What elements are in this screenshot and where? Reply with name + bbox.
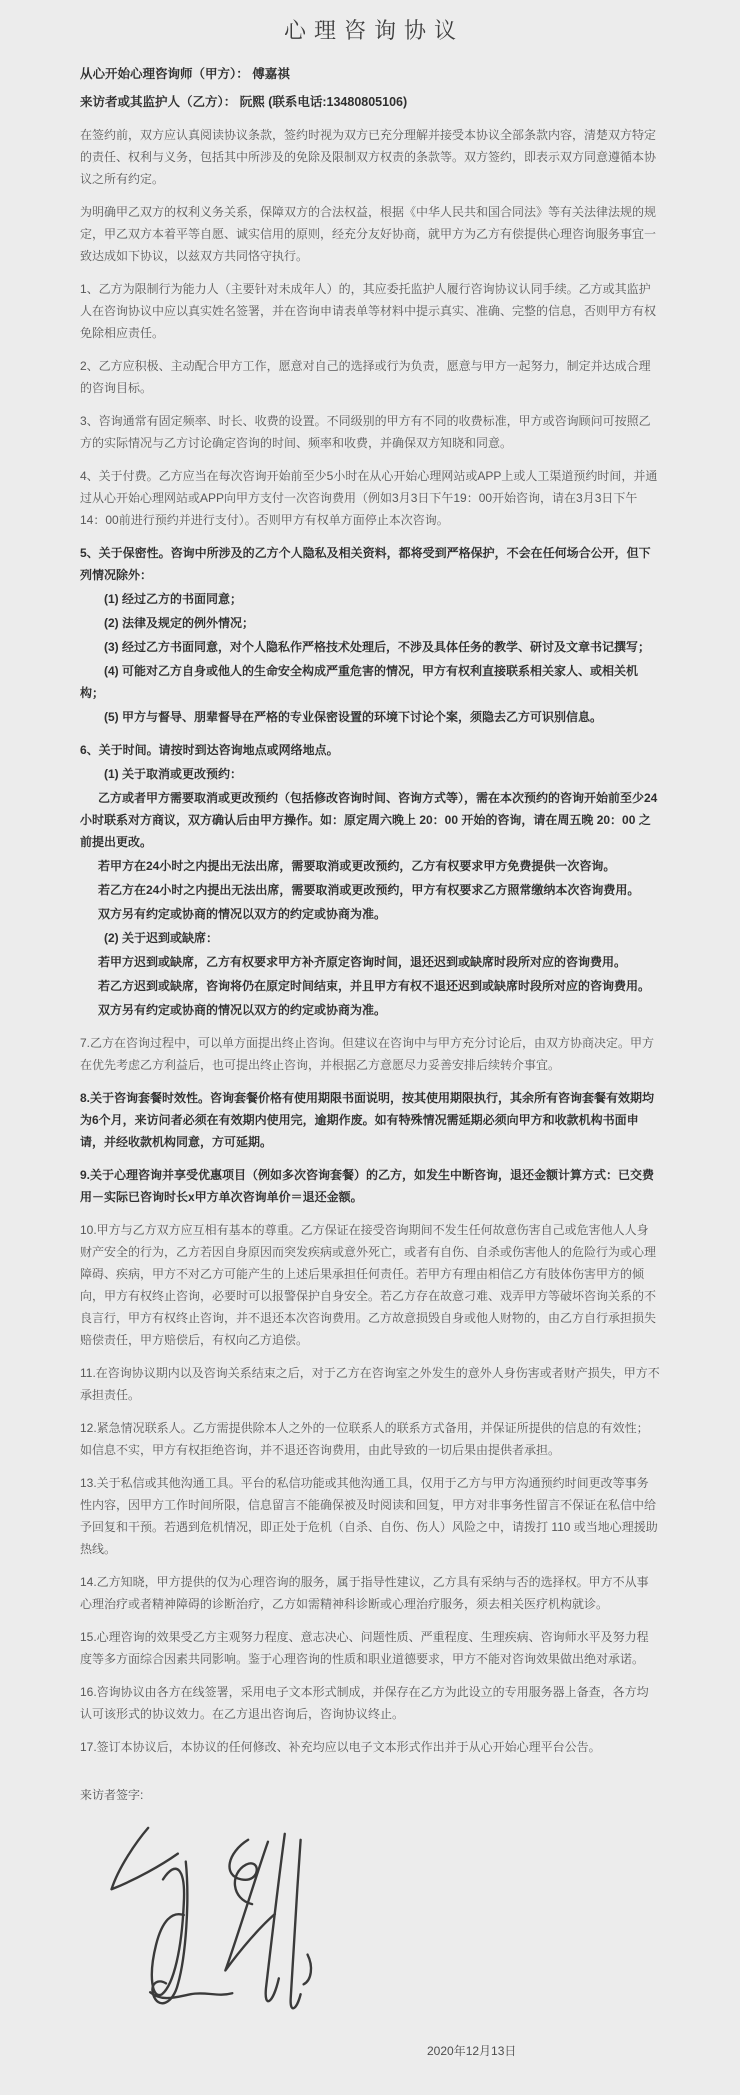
paragraph: 若甲方迟到或缺席，乙方有权要求甲方补齐原定咨询时间，退还迟到或缺席时段所对应的咨询费用。 [98, 955, 627, 969]
paragraph: 12.紧急情况联系人。乙方需提供除本人之外的一位联系人的联系方式备用，并保证所提供的信息的有效性；如信息不实，甲方有权拒绝咨询，并不退还咨询费用，由此导致的一切后果由提供者承担。 [80, 1421, 649, 1457]
paragraph: 17.签订本协议后，本协议的任何修改、补充均应以电子文本形式作出并于从心开始心理平台公告。 [80, 1740, 601, 1754]
agreement-date: 2020年12月13日 [427, 2044, 517, 2058]
paragraph: 双方另有约定或协商的情况以双方的约定或协商为准。 [98, 1003, 387, 1017]
paragraph: 4、关于付费。乙方应当在每次咨询开始前至少5小时在从心开始心理网站或APP上或人工渠道预约时间，并通过从心开始心理网站或APP向甲方支付一次咨询费用（例如3月3日下午19：00开始咨询，请在3月3日下午14：00前进行预约并进行支付）。否则甲方有权单方面停止本次咨询。 [80, 469, 658, 527]
signature-stroke [112, 1828, 178, 1889]
signature-stroke [225, 1842, 275, 1971]
signature-stroke [291, 1840, 301, 2008]
paragraph: (1) 经过乙方的书面同意； [104, 592, 243, 606]
signature-stroke [304, 1955, 311, 1985]
paragraph: 若乙方在24小时之内提出无法出席，需要取消或更改预约，甲方有权要求乙方照常缴纳本次咨询费用。 [98, 883, 640, 897]
paragraph: 16.咨询协议由各方在线签署，采用电子文本形式制成，并保存在乙方为此设立的专用服务器上备查，各方均认可该形式的协议效力。在乙方退出咨询后，咨询协议终止。 [80, 1685, 649, 1721]
paragraph: 2、乙方应积极、主动配合甲方工作，愿意对自己的选择或行为负责，愿意与甲方一起努力，制定并达成合理的咨询目标。 [80, 359, 651, 395]
visitor-signature-label: 来访者签字: [80, 1788, 144, 1802]
paragraph: 6、关于时间。请按时到达咨询地点或网络地点。 [80, 743, 339, 757]
party-a-line: 从心开始心理咨询师（甲方）： 傅嘉祺 [80, 67, 290, 81]
paragraph: 13.关于私信或其他沟通工具。平台的私信功能或其他沟通工具，仅用于乙方与甲方沟通预约时间更改等事务性内容，因甲方工作时间所限，信息留言不能确保被及时阅读和回复，甲方对非事务性留言不保证在私信中给予回复和干预。若遇到危机情况，即正处于危机（自杀、自伤、伤人）风险之中，请拨打 110 或当地心理援助热线。 [80, 1476, 658, 1556]
page-title: 心理咨询协议 [283, 18, 464, 43]
paragraph: 5、关于保密性。咨询中所涉及的乙方个人隐私及相关资料，都将受到严格保护，不会在任何场合公开，但下列情况除外： [80, 546, 651, 582]
paragraph: 14.乙方知晓，甲方提供的仅为心理咨询的服务，属于指导性建议，乙方具有采纳与否的选择权。甲方不从事心理治疗或者精神障碍的诊断治疗，乙方如需精神科诊断或心理治疗服务，须去相关医疗机构就诊。 [80, 1575, 649, 1611]
paragraph: 9.关于心理咨询并享受优惠项目（例如多次咨询套餐）的乙方，如发生中断咨询，退还金额计算方式：已交费用－实际已咨询时长x甲方单次咨询单价＝退还金额。 [80, 1168, 655, 1204]
paragraph: 乙方或者甲方需要取消或更改预约（包括修改咨询时间、咨询方式等），需在本次预约的咨询开始前至少24小时联系对方商议，双方确认后由甲方操作。如：原定周六晚上 20：00 开始的咨询，请在周五晚 20：00 之前提出更改。 [80, 791, 658, 849]
paragraph: (2) 法律及规定的例外情况； [104, 616, 255, 630]
paragraph: 1、乙方为限制行为能力人（主要针对未成年人）的，其应委托监护人履行咨询协议认同手续。乙方或其监护人在咨询协议中应以真实姓名签署，并在咨询申请表单等材料中提示真实、准确、完整的信息，否则甲方有权免除相应责任。 [80, 282, 657, 340]
signature-ink [104, 1818, 322, 2016]
paragraph: 15.心理咨询的效果受乙方主观努力程度、意志决心、问题性质、严重程度、生理疾病、咨询师水平及努力程度等多方面综合因素共同影响。鉴于心理咨询的性质和职业道德要求，甲方不能对咨询效果做出绝对承诺。 [80, 1630, 649, 1666]
paragraph: (3) 经过乙方书面同意，对个人隐私作严格技术处理后，不涉及具体任务的教学、研讨及文章书记撰写； [104, 640, 651, 654]
party-b-line: 来访者或其监护人（乙方）： 阮熙 (联系电话:13480805106) [80, 95, 408, 109]
paragraph: 11.在咨询协议期内以及咨询关系结束之后，对于乙方在咨询室之外发生的意外人身伤害或者财产损失，甲方不承担责任。 [80, 1366, 660, 1402]
paragraph: 7.乙方在咨询过程中，可以单方面提出终止咨询。但建议在咨询中与甲方充分讨论后，由双方协商决定。甲方在优先考虑乙方利益后，也可提出终止咨询，并根据乙方意愿尽力妥善安排后续转介事宜。 [80, 1036, 655, 1072]
paragraph: 双方另有约定或协商的情况以双方的约定或协商为准。 [98, 907, 387, 921]
paragraph-list [80, 124, 660, 1758]
paragraph: (2) 关于迟到或缺席： [104, 931, 219, 945]
signature-stroke [229, 1840, 256, 1904]
signature-stroke [266, 1834, 285, 2001]
paragraph: 10.甲方与乙方双方应互相有基本的尊重。乙方保证在接受咨询期间不发生任何故意伤害自己或危害他人人身财产安全的行为，乙方若因自身原因而突发疾病或意外死亡，或者有自伤、自杀或伤害他人的危险行为或心理障碍、疾病，甲方不对乙方可能产生的上述后果承担任何责任。若甲方有理由相信乙方有肢体伤害甲方的倾向，甲方有权终止咨询，必要时可以报警保护自身安全。若乙方存在故意刁难、戏弄甲方等破坏咨询关系的不良言行，甲方有权终止咨询，并不退还本次咨询费用。乙方故意损毁自身或他人财物的，由乙方自行承担损失赔偿责任，甲方赔偿后，有权向乙方追偿。 [80, 1223, 657, 1347]
paragraph: (5) 甲方与督导、朋辈督导在严格的专业保密设置的环境下讨论个案，须隐去乙方可识别信息。 [104, 710, 603, 724]
paragraph: 若乙方迟到或缺席，咨询将仍在原定时间结束，并且甲方有权不退还迟到或缺席时段所对应的咨询费用。 [98, 979, 651, 993]
paragraph: 3、咨询通常有固定频率、时长、收费的设置。不同级别的甲方有不同的收费标准，甲方或咨询顾问可按照乙方的实际情况与乙方讨论确定咨询的时间、频率和收费，并确保双方知晓和同意。 [80, 414, 651, 450]
paragraph: 8.关于咨询套餐时效性。咨询套餐价格有使用期限书面说明，按其使用期限执行，其余所有咨询套餐有效期均为6个月，来访问者必须在有效期内使用完，逾期作废。如有特殊情况需延期必须向甲方和收款机构书面申请，并经收款机构同意，方可延期。 [80, 1091, 655, 1149]
paragraph: (1) 关于取消或更改预约： [104, 767, 243, 781]
paragraph: 在签约前，双方应认真阅读协议条款，签约时视为双方已充分理解并接受本协议全部条款内容，清楚双方特定的责任、权利与义务，包括其中所涉及的免除及限制双方权责的条款等。双方签约，即表示双方同意遵循本协议之所有约定。 [80, 128, 657, 186]
paragraph: (4) 可能对乙方自身或他人的生命安全构成严重危害的情况，甲方有权利直接联系相关家人、或相关机构； [80, 664, 639, 700]
paragraph: 若甲方在24小时之内提出无法出席，需要取消或更改预约，乙方有权要求甲方免费提供一次咨询。 [98, 859, 616, 873]
paragraph: 为明确甲乙双方的权利义务关系，保障双方的合法权益，根据《中华人民共和国合同法》等有关法律法规的规定，甲乙双方本着平等自愿、诚实信用的原则，经充分友好协商，就甲方为乙方有偿提供心理咨询服务事宜一致达成如下协议，以兹双方共同恪守执行。 [80, 205, 657, 263]
signature-area [104, 1818, 322, 2016]
